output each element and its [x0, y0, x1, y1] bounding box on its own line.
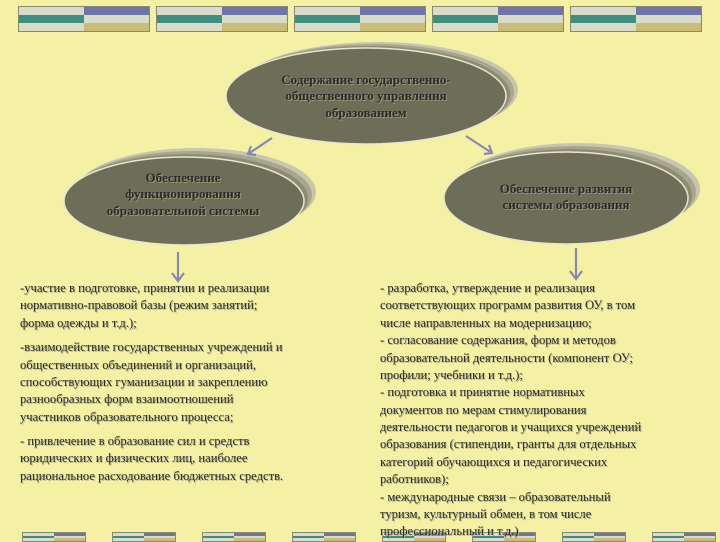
arrow-top-to-left	[248, 138, 272, 154]
left-item: -взаимодействие государственных учреждений и общественных объединений и организаций, способствующих гуманизации и закреплению разнообразных форм взаимоотношений участников образовательного процесса;	[20, 340, 283, 424]
top-node-line-2: общественного управления	[285, 88, 447, 104]
arrow-top-to-right	[466, 136, 492, 153]
right-item: - подготовка и принятие нормативных документов по мерам стимулирования деятельности педагогов и учащихся учреждений образования (стипендии, гранты для отдельных категорий обучающихся и педагогических работников);	[380, 385, 642, 487]
right-item: - международные связи – образовательный туризм, культурный обмен, в том числе профессиональный и т.д.)	[380, 489, 611, 539]
right-item: - согласование содержания, форм и методов образовательной деятельности (компонент ОУ; профили; учебники и т.д.);	[380, 333, 633, 382]
right-node-label	[452, 181, 680, 214]
left-node-label	[70, 170, 296, 219]
left-item: -участие в подготовке, принятии и реализации нормативно-правовой базы (режим занятий; форма одежды и т.д.);	[20, 281, 270, 330]
right-node-line-2: системы образования	[502, 197, 630, 213]
top-node-label	[226, 72, 506, 121]
left-item: - привлечение в образование сил и средств юридических и физических лиц, наиболее рациональное расходование бюджетных средств.	[20, 434, 284, 483]
right-node-line-1: Обеспечение развития	[499, 181, 633, 196]
top-node-line-3: образованием	[325, 104, 407, 120]
top-node-line-1: Содержание государственно-	[281, 72, 451, 87]
right-column	[380, 280, 716, 541]
left-node-line-2: функционирования	[125, 186, 241, 202]
left-column	[20, 280, 356, 492]
left-node-line-3: образовательной системы	[106, 202, 260, 218]
left-node-line-1: Обеспечение	[145, 170, 221, 185]
right-item: - разработка, утверждение и реализация соответствующих программ развития ОУ, в том числе направленных на модернизацию;	[380, 281, 636, 330]
